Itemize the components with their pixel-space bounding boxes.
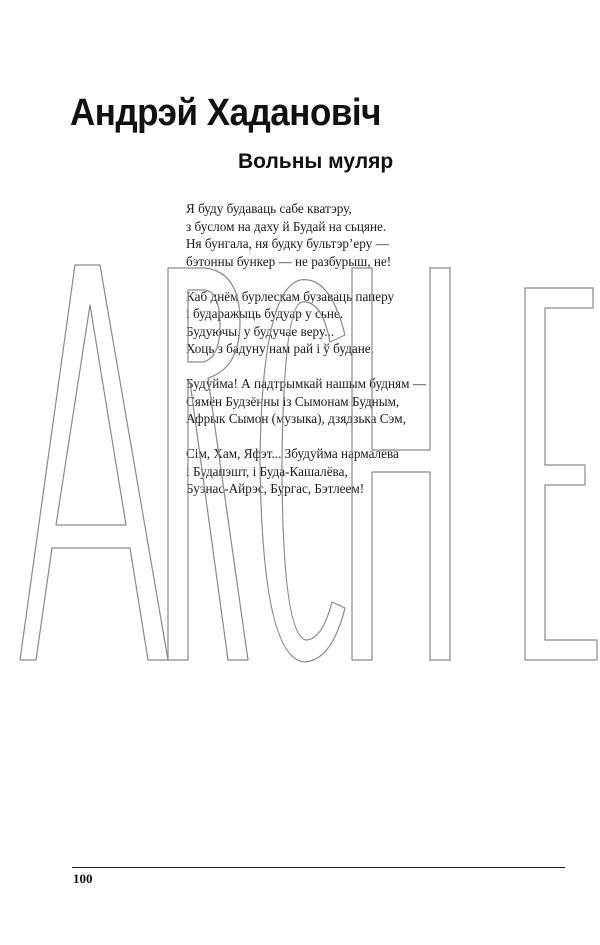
poem-line: Будуйма! А падтрымкай нашым будням — (186, 376, 426, 391)
poem-line: Сім, Хам, Яфэт... Збудуйма нармалёва (186, 446, 399, 461)
author-name: Андрэй Хадановіч (70, 92, 381, 134)
footer-rule (72, 867, 565, 868)
poem-line: і Будапэшт, і Буда-Кашалёва, (186, 463, 348, 479)
poem-title: Вольны муляр (238, 150, 394, 173)
poem-line: Я буду будаваць сабе кватэру, (186, 201, 352, 216)
poem-line: Каб днём бурлескам бузаваць паперу (186, 288, 395, 304)
poem-line: Афрык Сымон (музыка), дзядзька Сэм, (186, 411, 406, 426)
page-number: 100 (73, 871, 93, 886)
poem-line: Будуючы, у будучае веру... (186, 323, 335, 339)
poem-line: Ня бунгала, ня будку бультэр’еру — (186, 236, 389, 251)
poem-line: і бударажыць будуар у сьне. (186, 306, 344, 321)
poem-line: бэтонны бункер — не разбурыш, не! (186, 253, 392, 269)
poem-line: з буслом на даху й Будай на сьцяне. (186, 218, 387, 234)
poem-line: Сямён Будзённы із Сымонам Будным, (186, 393, 400, 409)
poem-line: Буэнас-Айрэс, Бургас, Бэтлеем! (186, 481, 365, 496)
poem-line: Хоць з бадуну нам рай і ў будане. (186, 341, 374, 356)
